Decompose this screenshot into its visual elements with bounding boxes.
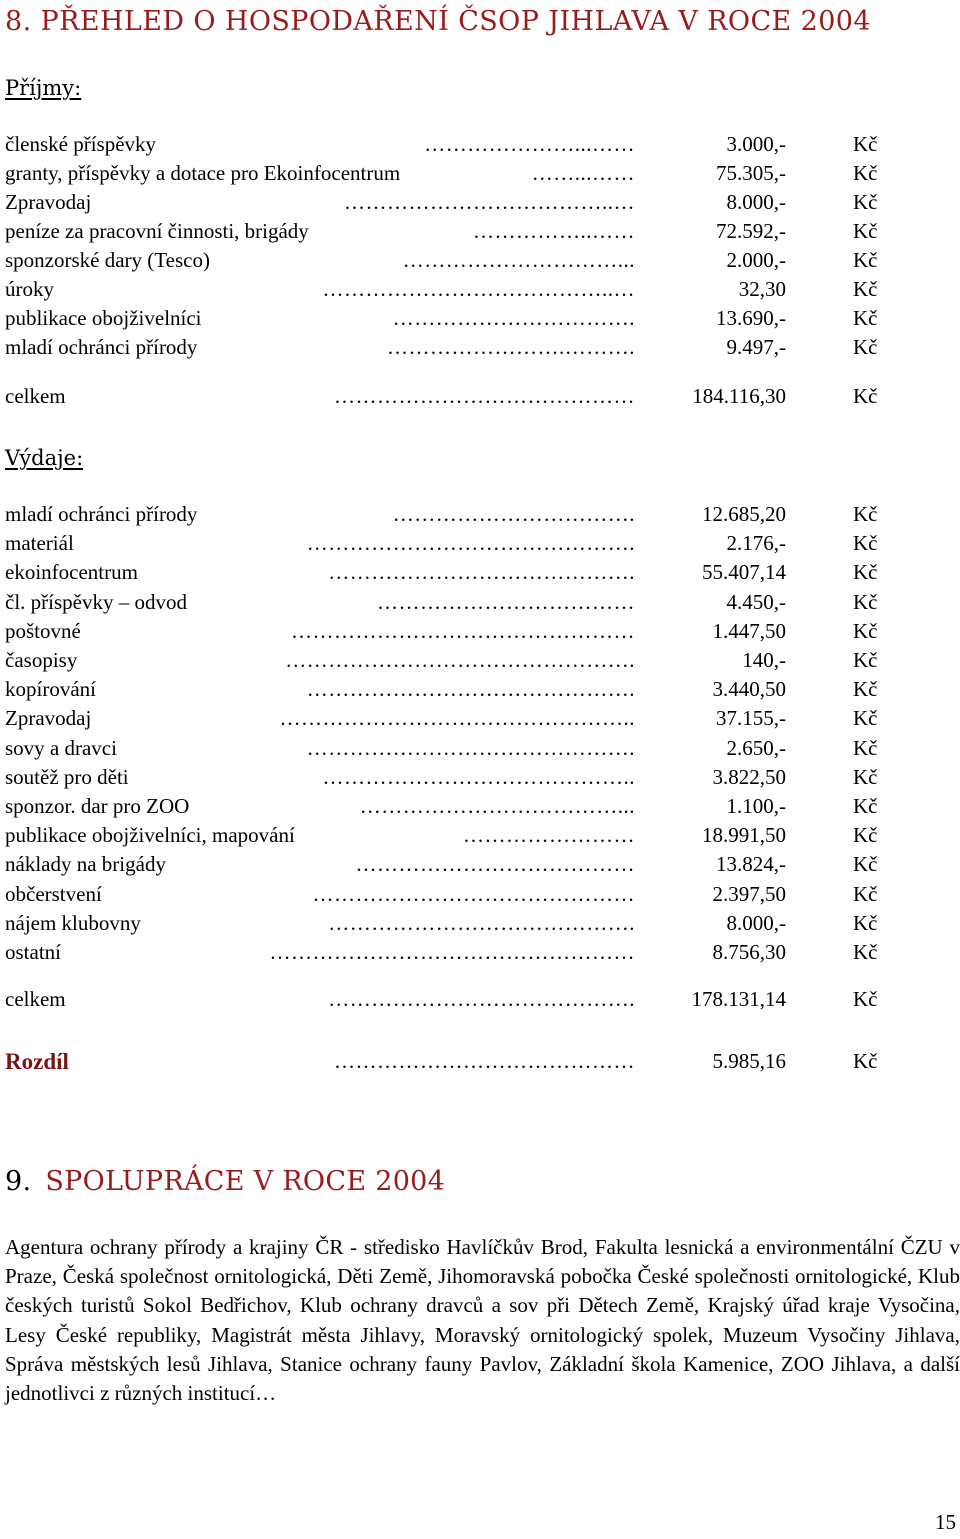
row-amount: 184.116,30 [692, 384, 786, 408]
row-amount: 37.155,- [716, 706, 786, 730]
income-row [5, 333, 905, 362]
row-currency: Kč [853, 384, 878, 408]
row-leader-dots: ………………………………………. [306, 677, 635, 701]
row-amount: 140,- [742, 648, 786, 672]
expense-row [5, 529, 905, 558]
row-amount: 2.000,- [726, 248, 786, 272]
row-label: ostatní [5, 940, 61, 964]
expense-row [5, 617, 905, 646]
row-amount: 1.447,50 [712, 619, 786, 643]
row-label: celkem [5, 987, 66, 1011]
row-amount: 13.690,- [716, 306, 786, 330]
row-amount: 3.822,50 [712, 765, 786, 789]
income-row [5, 188, 905, 217]
row-leader-dots: ……………………………………. [328, 911, 635, 935]
row-label: čl. příspěvky – odvod [5, 590, 187, 614]
row-leader-dots: ………………………………… [355, 852, 635, 876]
row-currency: Kč [853, 882, 878, 906]
row-currency: Kč [853, 1049, 878, 1073]
row-leader-dots: …………………………………… [334, 1049, 635, 1073]
income-total-row [5, 382, 905, 411]
row-label: časopisy [5, 648, 78, 672]
row-leader-dots: ………………………………... [359, 794, 635, 818]
row-currency: Kč [853, 531, 878, 555]
row-leader-dots: …………………………………… [334, 384, 635, 408]
row-currency: Kč [853, 677, 878, 701]
row-leader-dots: …………………………………………… [269, 940, 635, 964]
row-currency: Kč [853, 219, 878, 243]
row-label: publikace obojživelníci [5, 306, 202, 330]
row-label: poštovné [5, 619, 81, 643]
expense-row [5, 675, 905, 704]
row-leader-dots: ……………………………. [392, 306, 635, 330]
row-label: Zpravodaj [5, 190, 92, 214]
expense-row [5, 646, 905, 675]
row-amount: 75.305,- [716, 161, 786, 185]
section-title: SPOLUPRÁCE V ROCE 2004 [45, 1166, 446, 1197]
row-amount: 3.440,50 [712, 677, 786, 701]
income-row [5, 246, 905, 275]
row-leader-dots: …………………...…… [424, 132, 635, 156]
row-label: úroky [5, 277, 54, 301]
expense-row [5, 821, 905, 850]
row-amount: 8.000,- [726, 190, 786, 214]
income-heading: Příjmy: [5, 76, 82, 100]
row-label: sovy a dravci [5, 736, 117, 760]
row-leader-dots: …………………… [463, 823, 635, 847]
expense-row [5, 588, 905, 617]
row-label: náklady na brigády [5, 852, 166, 876]
row-amount: 13.824,- [716, 852, 786, 876]
section-heading-9 [5, 1166, 445, 1197]
row-currency: Kč [853, 619, 878, 643]
row-amount: 2.397,50 [712, 882, 786, 906]
income-row [5, 304, 905, 333]
expense-row [5, 500, 905, 529]
row-currency: Kč [853, 940, 878, 964]
row-amount: 8.756,30 [712, 940, 786, 964]
row-leader-dots: ………………………………………….. [279, 706, 635, 730]
expense-row [5, 880, 905, 909]
row-leader-dots: ……………………………………. [328, 560, 635, 584]
row-leader-dots: …………………….………. [387, 335, 635, 359]
row-amount: 8.000,- [726, 911, 786, 935]
income-row [5, 130, 905, 159]
row-leader-dots: …………………………... [402, 248, 635, 272]
row-label: sponzor. dar pro ZOO [5, 794, 190, 818]
row-currency: Kč [853, 736, 878, 760]
row-label: granty, příspěvky a dotace pro Ekoinfocentrum [5, 161, 401, 185]
row-currency: Kč [853, 277, 878, 301]
row-currency: Kč [853, 706, 878, 730]
row-label: peníze za pracovní činnosti, brigády [5, 219, 309, 243]
row-label: mladí ochránci přírody [5, 335, 198, 359]
section-number: 9. [5, 1166, 32, 1197]
row-currency: Kč [853, 911, 878, 935]
row-label: ekoinfocentrum [5, 560, 138, 584]
row-currency: Kč [853, 161, 878, 185]
row-label: Rozdíl [5, 1049, 69, 1074]
row-leader-dots: ……………………………. [392, 502, 635, 526]
row-currency: Kč [853, 306, 878, 330]
row-label: materiál [5, 531, 74, 555]
row-label: nájem klubovny [5, 911, 141, 935]
row-leader-dots: ……………………………………… [312, 882, 635, 906]
row-currency: Kč [853, 590, 878, 614]
expense-row [5, 850, 905, 879]
row-amount: 5.985,16 [712, 1049, 786, 1073]
row-leader-dots: …………………………………………. [285, 648, 635, 672]
row-label: členské příspěvky [5, 132, 157, 156]
row-label: mladí ochránci přírody [5, 502, 198, 526]
row-amount: 18.991,50 [702, 823, 786, 847]
row-amount: 55.407,14 [702, 560, 786, 584]
row-leader-dots: ……………..…… [473, 219, 635, 243]
difference-row [5, 1047, 905, 1076]
row-amount: 12.685,20 [702, 502, 786, 526]
row-amount: 2.176,- [726, 531, 786, 555]
row-label: sponzorské dary (Tesco) [5, 248, 210, 272]
row-label: kopírování [5, 677, 96, 701]
expenses-total-row [5, 985, 905, 1014]
row-amount: 32,30 [738, 277, 786, 301]
expenses-heading: Výdaje: [5, 446, 84, 470]
row-currency: Kč [853, 190, 878, 214]
expense-row [5, 792, 905, 821]
expense-row [5, 938, 905, 967]
row-leader-dots: ………………………………………. [306, 736, 635, 760]
row-leader-dots: ………………………………………… [291, 619, 635, 643]
row-amount: 1.100,- [726, 794, 786, 818]
row-leader-dots: ……………………………………. [328, 987, 635, 1011]
row-amount: 72.592,- [716, 219, 786, 243]
row-amount: 178.131,14 [691, 987, 786, 1011]
income-row [5, 217, 905, 246]
expense-row [5, 558, 905, 587]
row-label: Zpravodaj [5, 706, 92, 730]
row-currency: Kč [853, 823, 878, 847]
row-label: soutěž pro děti [5, 765, 129, 789]
expense-row [5, 704, 905, 733]
expense-row [5, 734, 905, 763]
row-label: publikace obojživelníci, mapování [5, 823, 295, 847]
row-amount: 4.450,- [726, 590, 786, 614]
row-currency: Kč [853, 248, 878, 272]
row-amount: 9.497,- [726, 335, 786, 359]
income-row [5, 275, 905, 304]
row-currency: Kč [853, 852, 878, 876]
row-leader-dots: ………………………………………. [306, 531, 635, 555]
row-currency: Kč [853, 765, 878, 789]
row-currency: Kč [853, 987, 878, 1011]
row-leader-dots: ……………………………… [377, 590, 635, 614]
row-leader-dots: …………………………………..… [322, 277, 635, 301]
row-currency: Kč [853, 560, 878, 584]
row-currency: Kč [853, 648, 878, 672]
row-amount: 2.650,- [726, 736, 786, 760]
section-heading-8: 8. PŘEHLED O HOSPODAŘENÍ ČSOP JIHLAVA V ROCE 2004 [5, 6, 871, 37]
expense-row [5, 909, 905, 938]
row-currency: Kč [853, 794, 878, 818]
row-label: občerstvení [5, 882, 102, 906]
cooperation-paragraph: Agentura ochrany přírody a krajiny ČR - středisko Havlíčkův Brod, Fakulta lesnická a environmentální ČZU v Praze, Česká společnost ornitologická, Děti Země, Jihomoravská pobočka České společnosti ornitologické, Klub českých turistů Sokol Bedřichov, Klub ochrany dravců a sov při Dětech Země, Krajský úřad kraje Vysočina, Lesy České republiky, Magistrát města Jihlavy, Moravský ornitologický spolek, Muzeum Vysočiny Jihlava, Správa městských lesů Jihlava, Stanice ochrany fauny Pavlov, Základní škola Kamenice, ZOO Jihlava, a další jednotlivci z různých institucí… [5, 1235, 960, 1406]
row-leader-dots: …………………………………….. [322, 765, 635, 789]
row-leader-dots: ……...…… [531, 161, 635, 185]
page-number: 15 [935, 1510, 956, 1534]
row-currency: Kč [853, 502, 878, 526]
row-currency: Kč [853, 335, 878, 359]
expense-row [5, 763, 905, 792]
row-currency: Kč [853, 132, 878, 156]
row-leader-dots: ………………………………..… [344, 190, 635, 214]
row-label: celkem [5, 384, 66, 408]
row-amount: 3.000,- [726, 132, 786, 156]
income-row [5, 159, 905, 188]
